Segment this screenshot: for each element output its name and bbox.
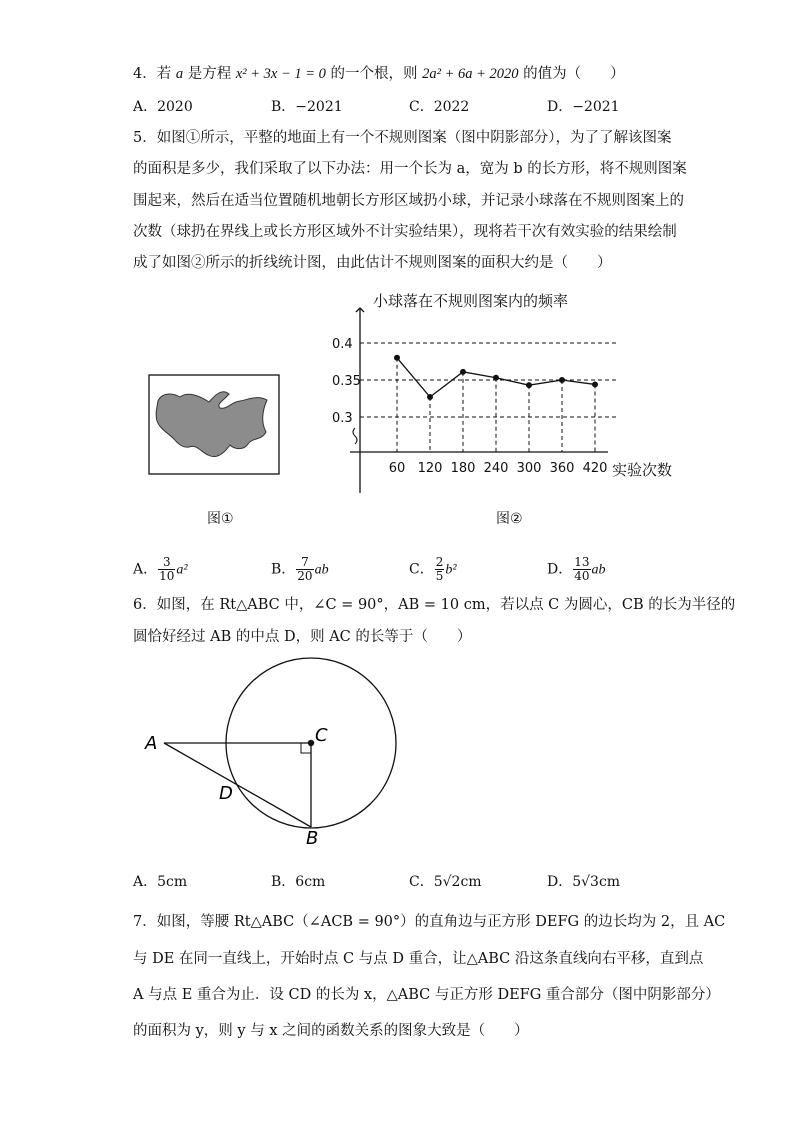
fraction-denominator: 5 <box>435 569 444 583</box>
q4-option-a: A．2020 <box>133 99 193 115</box>
q4-option-d: D．−2021 <box>547 99 620 115</box>
q5-line-2: 的面积是多少，我们采取了以下办法：用一个长为 a，宽为 b 的长方形，将不规则图案 <box>133 161 687 177</box>
chart-y-tick-label: 0.3 <box>332 411 353 426</box>
fraction-numerator: 7 <box>296 556 313 570</box>
q6-option-d: D．5√3cm <box>547 874 621 890</box>
chart-data-point <box>493 375 499 381</box>
q5-option-letter: C． <box>409 561 434 578</box>
q4-equation: x² + 3x − 1 = 0 <box>235 66 326 82</box>
figure-2-label: 图② <box>496 511 523 527</box>
chart-x-tick-label: 300 <box>516 461 542 476</box>
q5-option-b-fraction <box>296 556 313 583</box>
q5-option-a-fraction <box>158 556 175 583</box>
q5-option-d-fraction <box>573 556 590 583</box>
q5-option-c-fraction <box>435 556 445 583</box>
fraction-denominator: 10 <box>159 569 175 583</box>
q5-option-b <box>271 556 329 583</box>
chart-data-point <box>526 382 532 388</box>
q7-line-3: A 与点 E 重合为止．设 CD 的长为 x，△ABC 与正方形 DEFG 重合部分（图中阴影部分） <box>133 987 720 1003</box>
chart-x-tick-label: 420 <box>582 461 608 476</box>
q6-option-a: A．5cm <box>133 874 188 890</box>
q4-line-1 <box>133 64 625 84</box>
chart-y-tick-label: 0.35 <box>332 374 361 389</box>
chart-x-tick-label: 180 <box>450 461 476 476</box>
q5-option-tail: ab <box>314 562 329 578</box>
q5-option-letter: A． <box>133 561 158 578</box>
figure-2-line-chart <box>325 288 695 498</box>
q6-label-d: D <box>219 783 233 804</box>
q5-option-letter: D． <box>547 561 573 578</box>
q4-option-b: B．−2021 <box>271 99 343 115</box>
q6-option-c: C．5√2cm <box>409 874 482 890</box>
chart-ticks <box>332 337 607 476</box>
chart-x-tick-label: 60 <box>388 461 406 476</box>
q7-line-2: 与 DE 在同一直线上，开始时点 C 与点 D 重合，让△ABC 沿这条直线向右平移，直到点 <box>133 951 704 967</box>
chart-data-point <box>592 381 598 387</box>
q5-option-d <box>547 556 606 583</box>
q5-option-tail: ab <box>591 562 606 578</box>
q6-option-b: B．6cm <box>271 874 326 890</box>
q5-line-5: 成了如图②所示的折线统计图，由此估计不规则图案的面积大约是（ ） <box>133 255 612 271</box>
q5-option-c <box>409 556 457 583</box>
fraction-numerator: 13 <box>574 555 590 569</box>
chart-x-label: 实验次数 <box>612 461 673 479</box>
q4-text: 的值为（ ） <box>518 66 625 82</box>
q5-line-3: 围起来，然后在适当位置随机地朝长方形区域扔小球，并记录小球落在不规则图案上的 <box>133 193 684 209</box>
q5-option-a <box>133 556 188 583</box>
q5-option-tail: a² <box>176 562 188 578</box>
q5-option-tail: b² <box>445 562 457 578</box>
q7-line-4: 的面积为 y，则 y 与 x 之间的函数关系的图象大致是（ ） <box>133 1023 529 1039</box>
figure-1-label: 图① <box>207 511 234 527</box>
q4-text: 的一个根，则 <box>325 66 423 82</box>
chart-data-point <box>427 394 433 400</box>
fraction-denominator: 20 <box>297 569 313 583</box>
chart-x-tick-label: 120 <box>417 461 443 476</box>
q4-text: 是方程 <box>183 66 236 82</box>
q6-label-a: A <box>145 733 158 754</box>
fraction-numerator: 2 <box>435 555 444 569</box>
q5-line-1: 5．如图①所示，平整的地面上有一个不规则图案（图中阴影部分），为了了解该图案 <box>133 130 672 146</box>
q6-geometry-figure <box>140 655 430 850</box>
q6-line-1: 6．如图，在 Rt△ABC 中，∠C = 90°，AB = 10 cm，若以点 C 为圆心，CB 的长为半径的 <box>133 597 736 613</box>
q4-var-a: a <box>175 66 184 82</box>
q6-label-b: B <box>306 828 319 849</box>
chart-data-point <box>559 377 565 383</box>
q5-option-letter: B． <box>271 561 296 578</box>
q4-text: 4．若 <box>133 66 176 82</box>
chart-x-tick-label: 240 <box>483 461 509 476</box>
chart-data-point <box>394 355 400 361</box>
q6-line-2: 圆恰好经过 AB 的中点 D，则 AC 的长等于（ ） <box>133 629 472 645</box>
q4-option-c: C．2022 <box>409 99 470 115</box>
figure-1-irregular-shape <box>148 374 281 476</box>
fraction-numerator: 3 <box>158 556 175 570</box>
chart-data-point <box>460 369 466 375</box>
q6-center-point <box>308 740 314 746</box>
fraction-denominator: 40 <box>574 569 590 583</box>
chart-title: 小球落在不规则图案内的频率 <box>373 292 569 310</box>
q4-expression: 2a² + 6a + 2020 <box>422 66 519 82</box>
q7-line-1: 7．如图，等腰 Rt△ABC（∠ACB = 90°）的直角边与正方形 DEFG 的边长均为 2，且 AC <box>133 914 726 930</box>
q6-label-c: C <box>315 725 328 746</box>
chart-axis-break <box>353 428 357 444</box>
q5-line-4: 次数（球扔在界线上或长方形区域外不计实验结果），现将若干次有效实验的结果绘制 <box>133 224 677 240</box>
chart-y-tick-label: 0.4 <box>332 337 353 352</box>
q6-segment-ab <box>164 743 311 827</box>
chart-x-tick-label: 360 <box>549 461 575 476</box>
